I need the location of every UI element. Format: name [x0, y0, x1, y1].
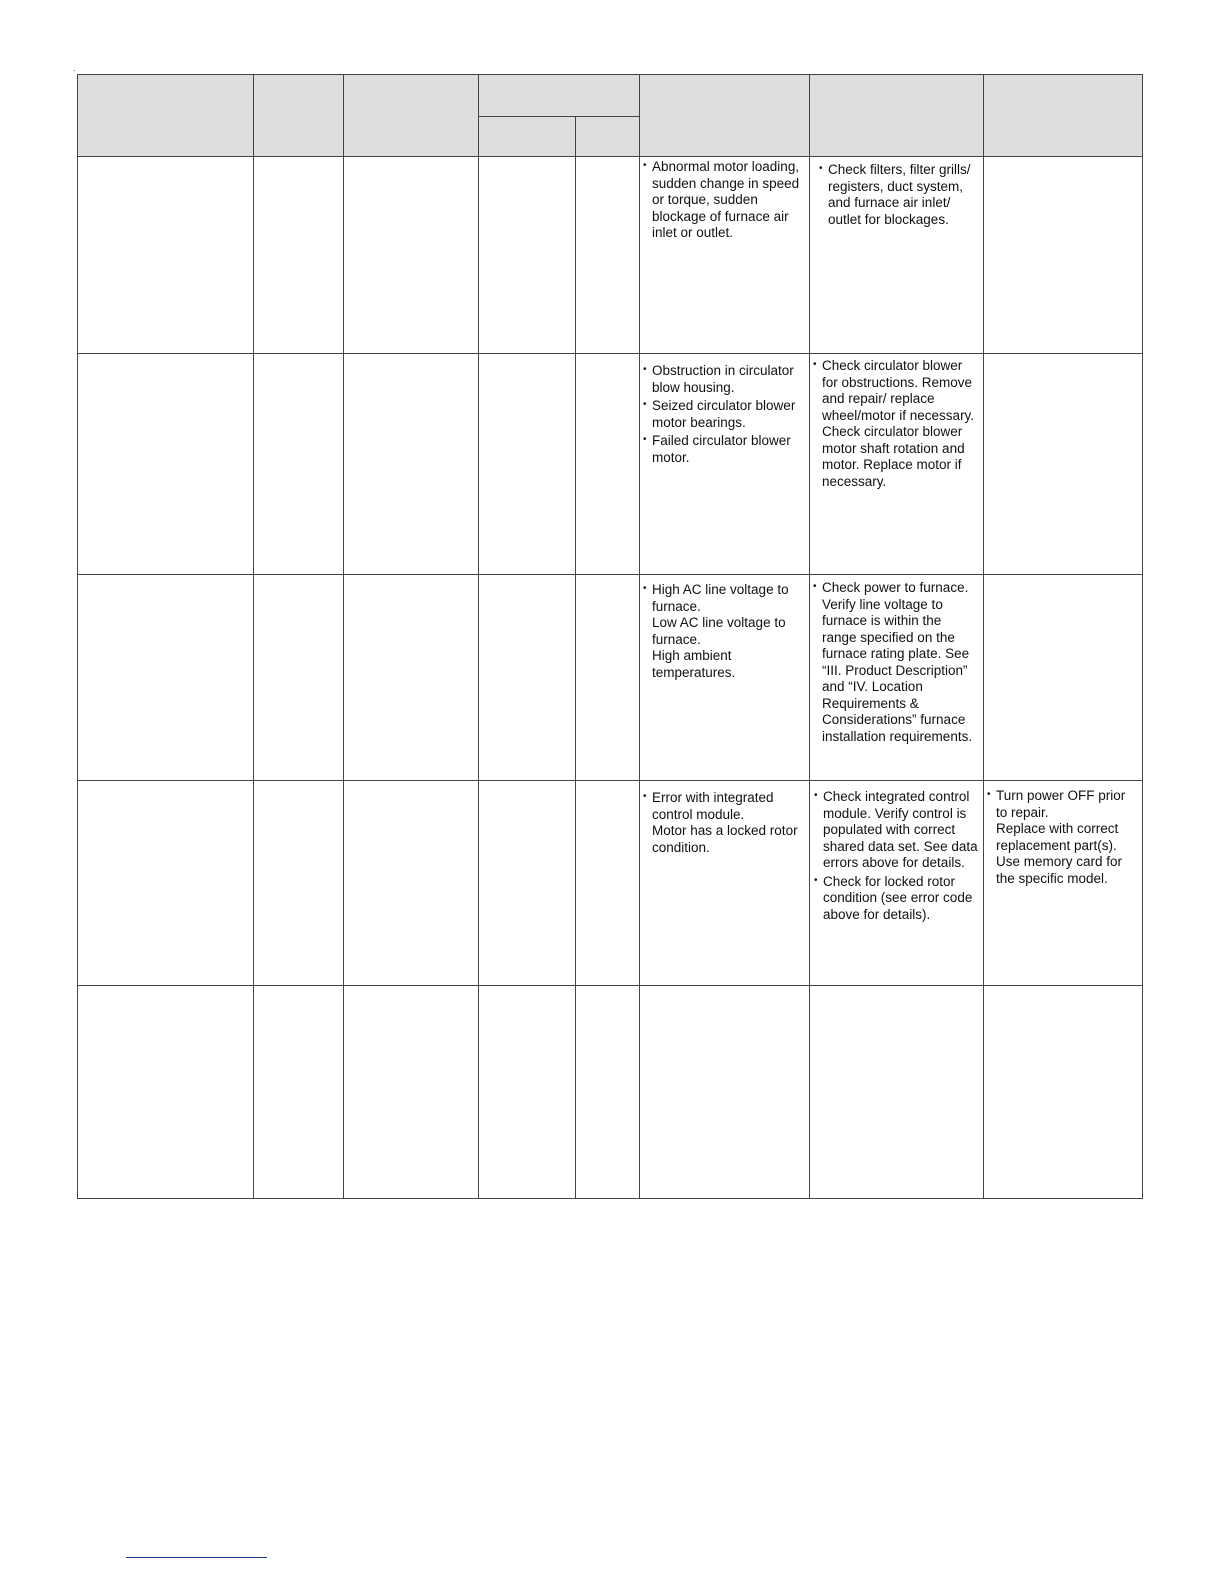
list-item [812, 874, 980, 924]
list-item [811, 580, 979, 745]
cell-text: Check filters, filter grills/ registers, duct system, and furnace air inlet/ outlet for blockages. [828, 162, 971, 227]
bullet-icon: • [987, 789, 991, 800]
column-divider [77, 74, 78, 1199]
header-split-line [478, 116, 639, 117]
list-item [812, 789, 980, 872]
cause-cell [641, 363, 807, 468]
bullet-icon: • [814, 790, 818, 801]
cell-text: High ambient temperatures. [652, 648, 736, 680]
column-divider [1142, 74, 1143, 1199]
bullet-icon: • [819, 163, 823, 174]
list-item [985, 788, 1135, 821]
column-divider [343, 74, 344, 1199]
list-item [641, 363, 807, 396]
action-cell [811, 580, 979, 747]
column-divider [809, 74, 810, 1199]
list-item [641, 159, 807, 242]
cell-text: Abnormal motor loading, sudden change in speed or torque, sudden blockage of furnace air inlet or outlet. [652, 159, 800, 240]
bullet-icon: • [643, 434, 647, 445]
cell-text: Check circulator blower motor shaft rotation and motor. Replace motor if necessary. [822, 424, 965, 489]
cell-text: Replace with correct replacement part(s). [996, 821, 1119, 853]
bullet-icon: • [814, 874, 818, 886]
list-item [641, 433, 807, 466]
list-item [817, 162, 977, 228]
cell-text: Turn power OFF prior to repair. [996, 788, 1126, 820]
action-cell [817, 162, 977, 230]
bullet-icon: • [813, 581, 817, 592]
cell-text: Check for locked rotor condition (see error code above for details). [823, 873, 973, 922]
cause-cell [641, 582, 807, 681]
cell-text: Use memory card for the specific model. [996, 854, 1123, 886]
column-divider [575, 116, 576, 1199]
cause-cell [641, 790, 807, 856]
column-divider [983, 74, 984, 1199]
action-cell [812, 789, 980, 925]
cell-text: Check power to furnace. Verify line voltage to furnace is within the range specified on the furnace rating plate. See “III. Product Description” and “IV. Location Requirements & Considerations” furnace installation requirements. [822, 580, 973, 744]
action-cell [811, 358, 979, 490]
cell-text: Low AC line voltage to furnace. [652, 615, 786, 647]
bullet-icon: • [643, 399, 647, 410]
page-speck [74, 70, 75, 71]
list-item [641, 790, 807, 823]
bullet-icon: • [643, 791, 647, 802]
list-item [641, 398, 807, 431]
column-divider [478, 74, 479, 1199]
cell-text: Failed circulator blower motor. [652, 433, 791, 465]
cell-text: Check circulator blower for obstructions. Remove and repair/ replace wheel/motor if necessary. [822, 358, 975, 423]
bullet-icon: • [643, 583, 647, 594]
caution-cell [985, 788, 1135, 887]
troubleshooting-table [77, 74, 1143, 1200]
cell-text: High AC line voltage to furnace. [652, 582, 789, 614]
cell-text: Error with integrated control module. [652, 790, 774, 822]
bullet-icon: • [813, 359, 817, 370]
cell-text: Check integrated control module. Verify control is populated with correct shared data set. See data errors above for details. [823, 789, 978, 870]
cell-text: Motor has a locked rotor condition. [652, 823, 798, 855]
column-divider [253, 74, 254, 1199]
cause-cell [641, 159, 807, 244]
bullet-icon: • [643, 364, 647, 375]
cell-text: Obstruction in circulator blow housing. [652, 363, 794, 395]
cell-text: Seized circulator blower motor bearings. [652, 398, 796, 430]
column-divider [639, 74, 640, 1199]
footer-rule [126, 1557, 267, 1558]
bullet-icon: • [643, 160, 647, 171]
list-item [641, 582, 807, 615]
list-item [811, 358, 979, 424]
